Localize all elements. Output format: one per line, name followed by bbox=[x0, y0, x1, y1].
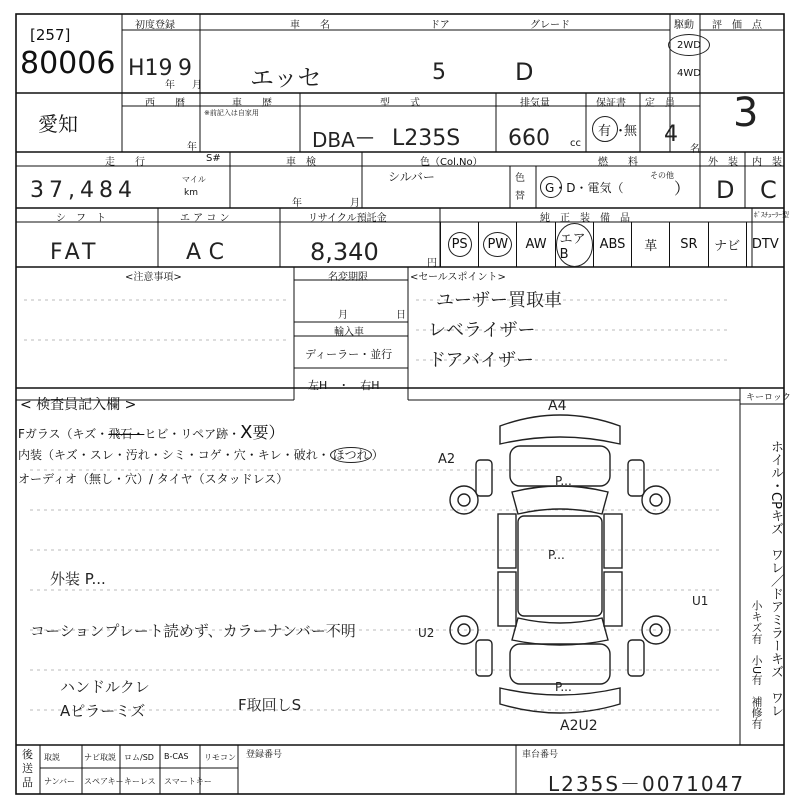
glass-prefix: Fガラス（キズ・ bbox=[18, 427, 109, 441]
front-bumper bbox=[500, 415, 620, 444]
import-dealer: ディーラー・並行 bbox=[305, 348, 393, 361]
doors-label: ドア bbox=[430, 20, 450, 31]
exterior-label: 外 装 bbox=[708, 157, 738, 168]
wheel-hub-front-right bbox=[650, 494, 662, 506]
equipment-label-8: DTV bbox=[751, 237, 779, 252]
lot-number: 80006 bbox=[20, 46, 116, 81]
first-reg-label: 初度登録 bbox=[135, 20, 175, 31]
warranty-yes: 有 bbox=[598, 124, 612, 139]
glass-need: 要） bbox=[252, 423, 285, 442]
glass-x: X bbox=[240, 422, 253, 443]
inspector-line-1 bbox=[18, 420, 284, 443]
ac-value: AC bbox=[186, 240, 233, 265]
inspector-title: < 検査員記入欄 > bbox=[20, 397, 137, 413]
equipment-label-6: SR bbox=[680, 237, 698, 252]
mark-left: A2 bbox=[438, 452, 456, 467]
interior-text: 内装（キズ・スレ・汚れ・シミ・コゲ・穴・キレ・破れ・ bbox=[18, 448, 330, 462]
grade-label: グレード bbox=[530, 20, 570, 31]
capacity-value: 4 bbox=[664, 122, 678, 147]
trunk bbox=[510, 644, 610, 684]
glass-struck: 飛石・ bbox=[108, 427, 145, 441]
fender-front-right bbox=[628, 460, 644, 496]
footer-after-items: 後 送 品 bbox=[22, 748, 33, 789]
equipment-item-1 bbox=[478, 222, 516, 267]
footer-item-9: スマートキー bbox=[164, 777, 212, 786]
sales-point-3: ドアバイザー bbox=[428, 350, 535, 371]
equipment-label-4: ABS bbox=[599, 237, 626, 252]
import-handle: 左H ・ 右H bbox=[308, 379, 380, 392]
windshield bbox=[512, 486, 608, 514]
equipment-label: 純 正 装 備 品 bbox=[540, 213, 630, 224]
inspection-year: 年 bbox=[292, 198, 302, 209]
displacement-unit: cc bbox=[570, 138, 581, 149]
equipment-label-1: PW bbox=[483, 232, 512, 257]
footer-item-6: ナンバー bbox=[44, 777, 76, 786]
chassis-number: L235S－0071047 bbox=[548, 772, 746, 796]
footer-item-5: リモコン bbox=[204, 753, 236, 762]
wheel-hub-rear-right bbox=[650, 624, 662, 636]
sales-point-2: レベライザー bbox=[428, 320, 536, 341]
mark-top: A4 bbox=[548, 398, 567, 414]
mileage-label: 走 行 bbox=[105, 157, 145, 168]
footer-item-7: スペアキー bbox=[84, 777, 124, 786]
sales-label: <セールスポイント> bbox=[410, 272, 506, 283]
sales-point-1: ユーザー買取車 bbox=[436, 290, 562, 311]
fuel-other-label: その他 bbox=[650, 171, 674, 180]
drive-label: 駆動 bbox=[674, 20, 694, 31]
mark-right: U1 bbox=[692, 594, 709, 608]
wheel-front-right bbox=[642, 486, 670, 514]
history-note: ※前記入は自家用 bbox=[204, 109, 259, 117]
color-value: シルバー bbox=[388, 170, 435, 184]
warranty-dot: ・ bbox=[614, 124, 628, 139]
chassis-label: 車台番号 bbox=[522, 750, 559, 760]
mark-rear-left: U2 bbox=[418, 626, 435, 640]
interior-value: C bbox=[760, 176, 777, 204]
footer-item-8: キーレス bbox=[124, 777, 156, 786]
warranty-label: 保証書 bbox=[596, 98, 626, 109]
footer-item-3: ロム/SD bbox=[124, 753, 154, 762]
inspector-note-3: ハンドルクレ bbox=[60, 678, 150, 696]
mileage-value: 37,484 bbox=[30, 178, 137, 203]
ac-label: エ ア コ ン bbox=[180, 213, 230, 224]
equipment-item-0 bbox=[440, 222, 478, 267]
keylock-label: キーロック bbox=[746, 393, 791, 403]
reg-number-label: 登録番号 bbox=[246, 750, 283, 760]
mark-bottom: A2U2 bbox=[560, 718, 598, 734]
equipment-label-2: AW bbox=[525, 237, 547, 252]
mark-trunk: P... bbox=[555, 680, 572, 694]
equipment-item-8 bbox=[746, 222, 784, 267]
shape-label: 西 暦 bbox=[145, 98, 185, 109]
mark-bonnet: P... bbox=[555, 474, 572, 488]
grade-value: D bbox=[515, 58, 534, 86]
rear-window bbox=[512, 618, 608, 645]
equipment-label-5: 革 bbox=[644, 239, 658, 254]
door-front-left bbox=[498, 514, 516, 568]
equipment-item-2 bbox=[516, 222, 554, 267]
equipment-item-4 bbox=[593, 222, 631, 267]
inspection-month: 月 bbox=[350, 198, 360, 209]
inspector-line-2 bbox=[18, 446, 384, 463]
car-name: エッセ bbox=[250, 64, 322, 92]
drive-4wd: 4WD bbox=[677, 68, 701, 79]
shape-year-suffix: 年 bbox=[187, 142, 197, 153]
exterior-value: D bbox=[716, 176, 735, 204]
mark-roof: P... bbox=[548, 548, 565, 562]
rename-label: 名変期限 bbox=[328, 272, 368, 283]
mileage-unit-km: km bbox=[184, 188, 198, 198]
side-legend: ホイル・CPキズ ワレ／ドアミラーキズ ワレ bbox=[768, 440, 783, 717]
import-label: 輸入車 bbox=[334, 327, 364, 338]
wheel-front-left bbox=[450, 486, 478, 514]
footer-item-4: B-CAS bbox=[164, 752, 189, 761]
inspector-note-5: F取回しS bbox=[238, 696, 302, 714]
color-change-label: 色替 bbox=[515, 173, 525, 202]
inspector-note-1: 外装 P... bbox=[50, 570, 106, 588]
footer-item-2: ナビ取説 bbox=[84, 753, 116, 762]
recycle-unit: 円 bbox=[427, 258, 437, 269]
displacement-value: 660 bbox=[508, 126, 550, 151]
year-suffix: 年 bbox=[165, 80, 175, 91]
shift-value: FAT bbox=[50, 240, 100, 265]
equipment-item-5 bbox=[631, 222, 669, 267]
equipment-item-7 bbox=[708, 222, 746, 267]
capacity-unit: 名 bbox=[690, 144, 700, 155]
side-legend-2: 小キズ有 小U有 補修有 bbox=[750, 600, 763, 730]
equipment-label-3: エアB bbox=[556, 223, 593, 267]
roof bbox=[518, 516, 602, 616]
glass-rest: ヒビ・リペア跡・ bbox=[144, 427, 241, 441]
inspection-label: 車 検 bbox=[286, 157, 316, 168]
inspector-note-2: コーションプレート読めず、カラーナンバー不明 bbox=[30, 622, 356, 640]
model-code: L235S bbox=[392, 126, 461, 151]
fuel-close: ） bbox=[674, 179, 691, 198]
recycle-label: リサイクル預託金 bbox=[308, 213, 387, 224]
warranty-no: 無 bbox=[624, 124, 638, 139]
first-reg-month: 9 bbox=[178, 56, 192, 81]
score-label: 評 価 点 bbox=[712, 20, 762, 31]
equipment-item-6 bbox=[669, 222, 707, 267]
wheel-hub-rear-left bbox=[458, 624, 470, 636]
equipment-label-0: PS bbox=[448, 232, 472, 257]
equipment-item-3 bbox=[555, 222, 593, 267]
score-value: 3 bbox=[733, 90, 759, 136]
car-name-label: 車 名 bbox=[290, 20, 330, 31]
fender-front-left bbox=[476, 460, 492, 496]
recycle-value: 8,340 bbox=[310, 238, 379, 266]
quarter-rear-right bbox=[628, 640, 644, 676]
doors-value: 5 bbox=[432, 60, 446, 85]
color-label: 色（Col.No） bbox=[420, 157, 483, 168]
wheel-hub-front-left bbox=[458, 494, 470, 506]
lot-bracket: [257] bbox=[30, 26, 71, 44]
keycode-label: ﾎﾟｽﾁｭｰﾗｰ型 bbox=[754, 211, 789, 219]
displacement-label: 排気量 bbox=[520, 98, 550, 109]
first-reg-value: H19 bbox=[128, 56, 173, 81]
interior-label: 内 装 bbox=[752, 157, 782, 168]
capacity-label: 定 員 bbox=[645, 98, 675, 109]
drive-2wd-circle bbox=[668, 34, 710, 56]
interior-close: ） bbox=[371, 448, 384, 462]
fuel-label: 燃 料 bbox=[598, 157, 638, 168]
month-suffix: 月 bbox=[192, 80, 202, 91]
equipment-label-7: ナビ bbox=[714, 239, 741, 254]
fuel-options: G・D・電気（ bbox=[545, 181, 624, 195]
inspector-note-4: Aピラーミズ bbox=[60, 702, 146, 720]
model-prefix: DBA bbox=[312, 128, 355, 152]
rename-month: 月 bbox=[338, 310, 348, 321]
equipment-list bbox=[440, 222, 784, 267]
interior-circled: ほつれ bbox=[330, 447, 372, 463]
wheel-rear-left bbox=[450, 616, 478, 644]
caution-label: <注意事項> bbox=[125, 272, 182, 283]
door-rear-left bbox=[498, 572, 516, 626]
history-label: 車 歴 bbox=[232, 98, 272, 109]
s-label: S# bbox=[206, 153, 221, 164]
footer-item-1: 取説 bbox=[44, 753, 60, 762]
door-front-right bbox=[604, 514, 622, 568]
wheel-rear-right bbox=[642, 616, 670, 644]
location: 愛知 bbox=[38, 112, 78, 136]
model-label: 型 式 bbox=[380, 98, 420, 109]
inspector-line-3: オーディオ（無し・穴）/ タイヤ（スタッドレス） bbox=[18, 472, 289, 486]
door-rear-right bbox=[604, 572, 622, 626]
rename-day: 日 bbox=[396, 310, 406, 321]
shift-label: シ フ ト bbox=[56, 213, 106, 224]
drive-2wd: 2WD bbox=[677, 40, 701, 51]
quarter-rear-left bbox=[476, 640, 492, 676]
mileage-unit-mile: マイル bbox=[182, 175, 206, 184]
